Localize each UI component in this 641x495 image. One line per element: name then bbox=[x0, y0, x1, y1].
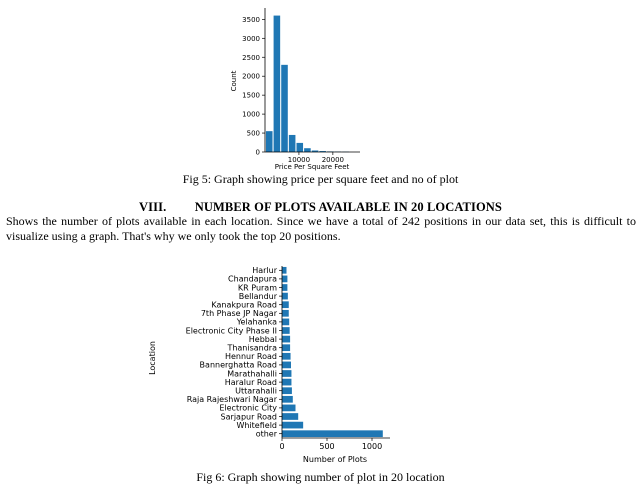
location-label: Bannerghatta Road bbox=[199, 360, 277, 370]
location-label: Hennur Road bbox=[224, 352, 277, 362]
location-label: Hebbal bbox=[248, 334, 277, 344]
location-bar bbox=[282, 353, 291, 360]
x-axis-label: Number of Plots bbox=[302, 455, 368, 464]
location-label: Raja Rajeshwari Nagar bbox=[186, 395, 277, 405]
y-tick-label: 3000 bbox=[242, 34, 260, 43]
histogram-bar bbox=[304, 148, 311, 152]
figure-6-caption: Fig 6: Graph showing number of plot in 20 location bbox=[196, 470, 445, 484]
location-bar bbox=[282, 387, 292, 394]
location-label: other bbox=[255, 429, 277, 439]
location-bar bbox=[282, 362, 291, 369]
location-bar bbox=[282, 430, 383, 437]
location-label: Electronic City Phase II bbox=[185, 326, 277, 336]
x-tick-label: 1000 bbox=[361, 442, 383, 451]
x-tick-label: 20000 bbox=[321, 156, 344, 164]
histogram-bar bbox=[274, 16, 281, 152]
y-tick-label: 2500 bbox=[242, 53, 260, 62]
location-bar bbox=[282, 344, 290, 351]
location-bar bbox=[282, 370, 291, 377]
location-label: Haralur Road bbox=[224, 377, 277, 387]
y-tick-label: 2000 bbox=[242, 72, 260, 81]
location-bar bbox=[282, 422, 303, 429]
histogram-bar bbox=[289, 135, 296, 152]
x-tick-label: 0 bbox=[279, 442, 285, 451]
location-bar bbox=[282, 336, 290, 343]
section-number: VIII. bbox=[139, 200, 167, 214]
location-label: Yelahanka bbox=[236, 317, 277, 327]
section-heading bbox=[0, 200, 641, 215]
x-axis-label: Price Per Square Feet bbox=[274, 163, 350, 171]
location-bar bbox=[282, 276, 287, 283]
y-tick-label: 500 bbox=[246, 129, 260, 138]
histogram-bar bbox=[281, 65, 288, 152]
location-label: Uttarahalli bbox=[235, 386, 277, 396]
location-bar bbox=[282, 310, 289, 317]
location-bar bbox=[282, 327, 290, 334]
location-label: Whitefield bbox=[236, 420, 277, 430]
figure-5-chart bbox=[220, 0, 370, 172]
location-bar bbox=[282, 379, 291, 386]
histogram-bar bbox=[296, 143, 303, 152]
location-label: 7th Phase JP Nagar bbox=[200, 309, 277, 319]
section-title: NUMBER OF PLOTS AVAILABLE IN 20 LOCATIONS bbox=[194, 200, 502, 214]
x-tick-label: 500 bbox=[319, 442, 335, 451]
y-tick-label: 1500 bbox=[242, 91, 260, 100]
location-label: Electronic City bbox=[219, 403, 277, 413]
location-bar bbox=[282, 396, 293, 403]
paragraph-line-1: Shows the number of plots available in each location. Since we have a total of 242 positions in our data set, this is difficult to bbox=[6, 214, 636, 228]
location-label: KR Puram bbox=[237, 283, 277, 293]
y-axis-label: Count bbox=[230, 70, 238, 92]
y-axis-label: Location bbox=[148, 341, 157, 375]
location-label: Bellandur bbox=[238, 291, 277, 301]
location-label: Harlur bbox=[252, 266, 277, 276]
y-tick-label: 1000 bbox=[242, 110, 260, 119]
location-bar bbox=[282, 284, 287, 291]
paragraph-line-2: visualize using a graph. That's why we only took the top 20 positions. bbox=[6, 229, 341, 243]
figure-6-chart bbox=[140, 258, 400, 466]
location-label: Chandapura bbox=[228, 274, 277, 284]
histogram-bar bbox=[266, 131, 273, 152]
y-tick-label: 0 bbox=[255, 148, 260, 157]
y-tick-label: 3500 bbox=[242, 15, 260, 24]
location-bar bbox=[282, 293, 288, 300]
location-bar bbox=[282, 301, 289, 308]
location-label: Marathahalli bbox=[227, 369, 277, 379]
location-label: Sarjapur Road bbox=[220, 412, 277, 422]
location-bar bbox=[282, 319, 289, 326]
location-bar bbox=[282, 405, 296, 412]
location-label: Thanisandra bbox=[227, 343, 277, 353]
location-bar bbox=[282, 413, 298, 420]
x-tick-label: 10000 bbox=[287, 156, 311, 164]
location-bar bbox=[282, 267, 287, 274]
figure-5-caption: Fig 5: Graph showing price per square feet and no of plot bbox=[182, 172, 459, 186]
body-paragraph bbox=[6, 214, 636, 244]
location-label: Kanakpura Road bbox=[211, 300, 277, 310]
